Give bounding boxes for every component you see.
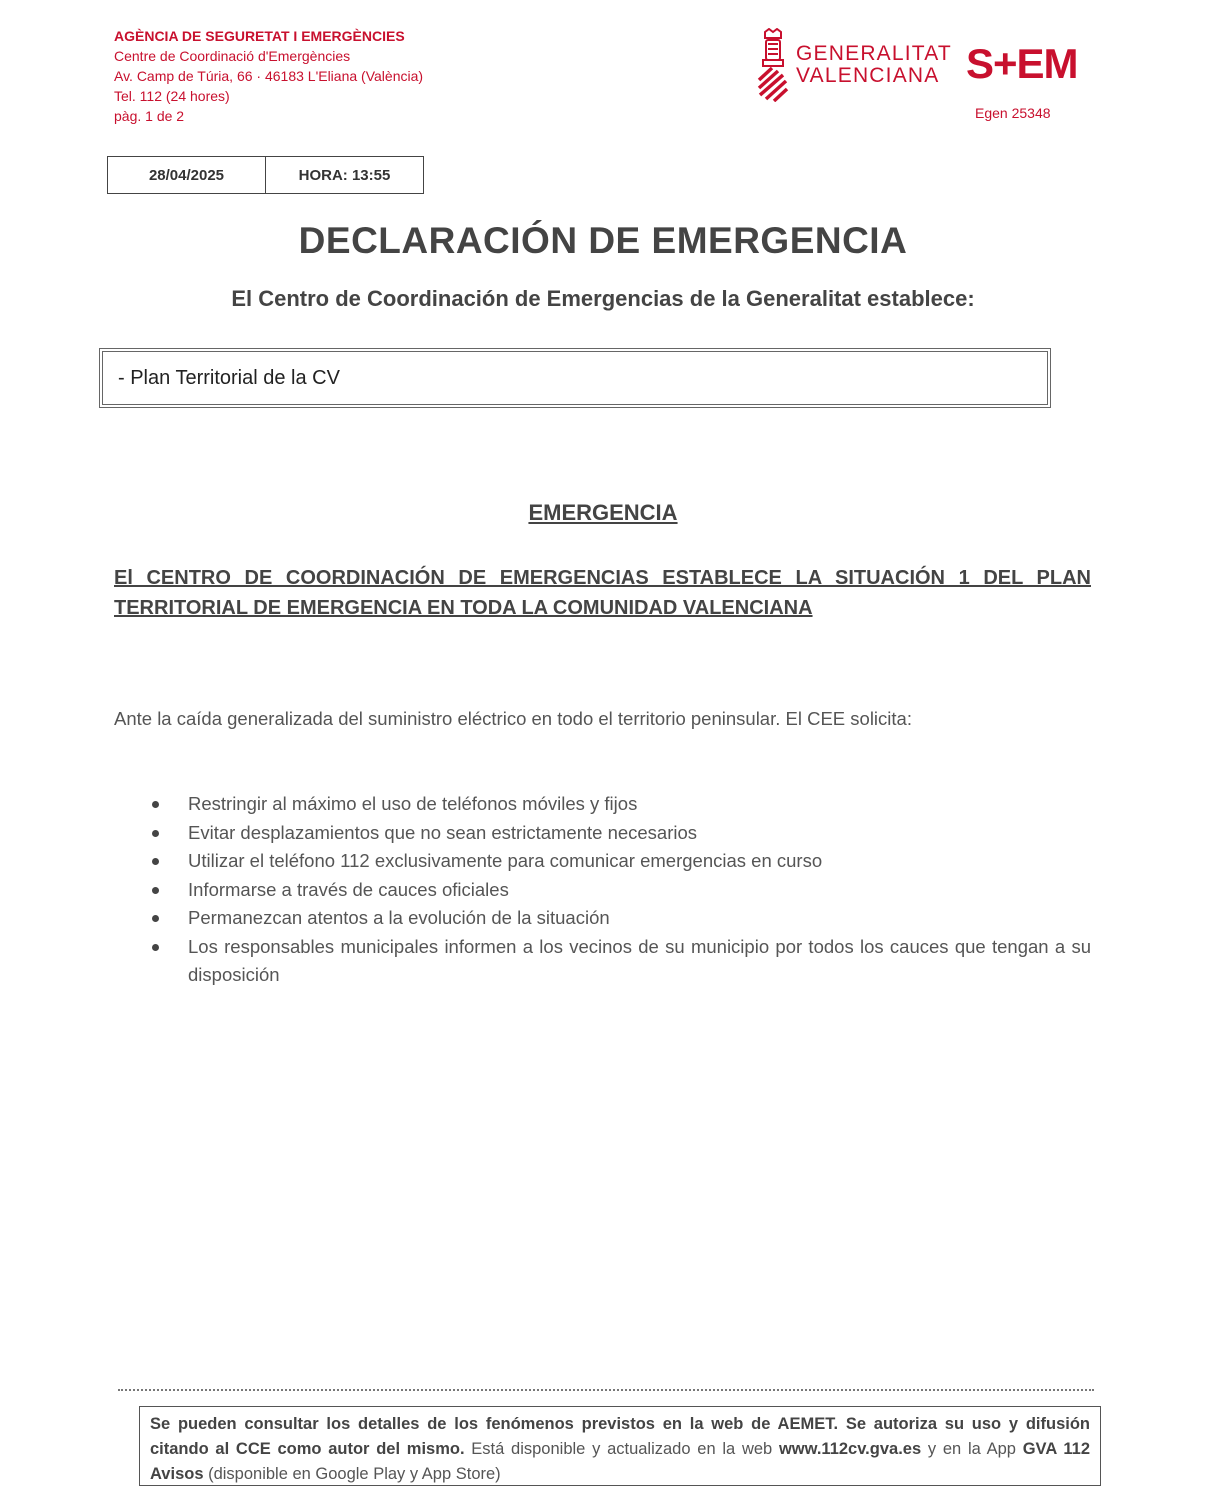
generalitat-line2: VALENCIANA bbox=[796, 64, 940, 87]
plan-name: - Plan Territorial de la CV bbox=[102, 351, 1048, 405]
list-item-text: Utilizar el teléfono 112 exclusivamente para comunicar emergencias en curso bbox=[188, 850, 823, 871]
agency-header bbox=[114, 26, 423, 126]
request-list bbox=[114, 790, 1091, 990]
footer-text-1: Está disponible y actualizado en la web bbox=[464, 1440, 779, 1458]
list-item-text: Restringir al máximo el uso de teléfonos móviles y fijos bbox=[188, 793, 638, 814]
bullet-icon bbox=[152, 887, 159, 894]
bullet-icon bbox=[152, 858, 159, 865]
list-item bbox=[114, 933, 1091, 990]
section-heading: EMERGENCIA bbox=[528, 500, 678, 525]
generalitat-line1: GENERALITAT bbox=[796, 42, 952, 65]
list-item bbox=[114, 819, 1091, 848]
center-phone: Tel. 112 (24 hores) bbox=[114, 88, 230, 104]
intro-paragraph: Ante la caída generalizada del suministro eléctrico en todo el territorio peninsular. El CEE solicita: bbox=[114, 708, 912, 729]
sem-logo: S+EM bbox=[966, 40, 1078, 87]
generalitat-logo bbox=[756, 28, 952, 102]
time-cell: HORA: 13:55 bbox=[265, 157, 423, 193]
generalitat-wordmark bbox=[796, 43, 952, 87]
footer-app-name: GVA 112 Avisos bbox=[150, 1440, 1090, 1483]
bullet-icon bbox=[152, 801, 159, 808]
emergency-declaration: El CENTRO DE COORDINACIÓN DE EMERGENCIAS ESTABLECE LA SITUACIÓN 1 DEL PLAN TERRITORIAL DE EMERGENCIA EN TODA LA COMUNIDAD VALENCIANA bbox=[114, 567, 1091, 619]
center-address: Av. Camp de Túria, 66 · 46183 L'Eliana (València) bbox=[114, 68, 424, 84]
list-item bbox=[114, 847, 1091, 876]
date-time-box bbox=[107, 156, 424, 194]
document-title: DECLARACIÓN DE EMERGENCIA bbox=[298, 220, 908, 261]
bullet-icon bbox=[152, 915, 159, 922]
list-item-text: Los responsables municipales informen a los vecinos de su municipio por todos los cauces que tengan a su disposición bbox=[188, 935, 1091, 985]
date-cell: 28/04/2025 bbox=[148, 166, 225, 184]
plan-box bbox=[99, 348, 1051, 408]
document-subtitle: El Centro de Coordinación de Emergencias de la Generalitat establece: bbox=[231, 286, 975, 311]
footer-bold-text: Se pueden consultar los detalles de los fenómenos previstos en la web de AEMET. Se autoriza su uso y difusión citando al CCE como autor del mismo. bbox=[150, 1415, 1090, 1458]
center-name: Centre de Coordinació d'Emergències bbox=[114, 48, 351, 64]
list-item bbox=[114, 876, 1091, 905]
egen-code: Egen 25348 bbox=[975, 105, 1051, 121]
list-item bbox=[114, 904, 1091, 933]
list-item-text: Evitar desplazamientos que no sean estrictamente necesarios bbox=[188, 821, 698, 843]
bullet-icon bbox=[152, 944, 159, 951]
generalitat-emblem-icon bbox=[756, 28, 790, 102]
footer-divider bbox=[118, 1389, 1094, 1391]
footer-note bbox=[139, 1406, 1101, 1486]
list-item-text: Permanezcan atentos a la evolución de la situación bbox=[188, 907, 610, 928]
list-item-text: Informarse a través de cauces oficiales bbox=[188, 878, 509, 900]
agency-name: AGÈNCIA DE SEGURETAT I EMERGÈNCIES bbox=[114, 28, 405, 44]
footer-text-3: (disponible en Google Play y App Store) bbox=[203, 1465, 501, 1483]
list-item bbox=[114, 790, 1091, 819]
footer-website: www.112cv.gva.es bbox=[778, 1440, 922, 1458]
page-number: pàg. 1 de 2 bbox=[114, 108, 185, 124]
bullet-icon bbox=[152, 830, 159, 837]
footer-text-2: y en la App bbox=[921, 1440, 1023, 1458]
